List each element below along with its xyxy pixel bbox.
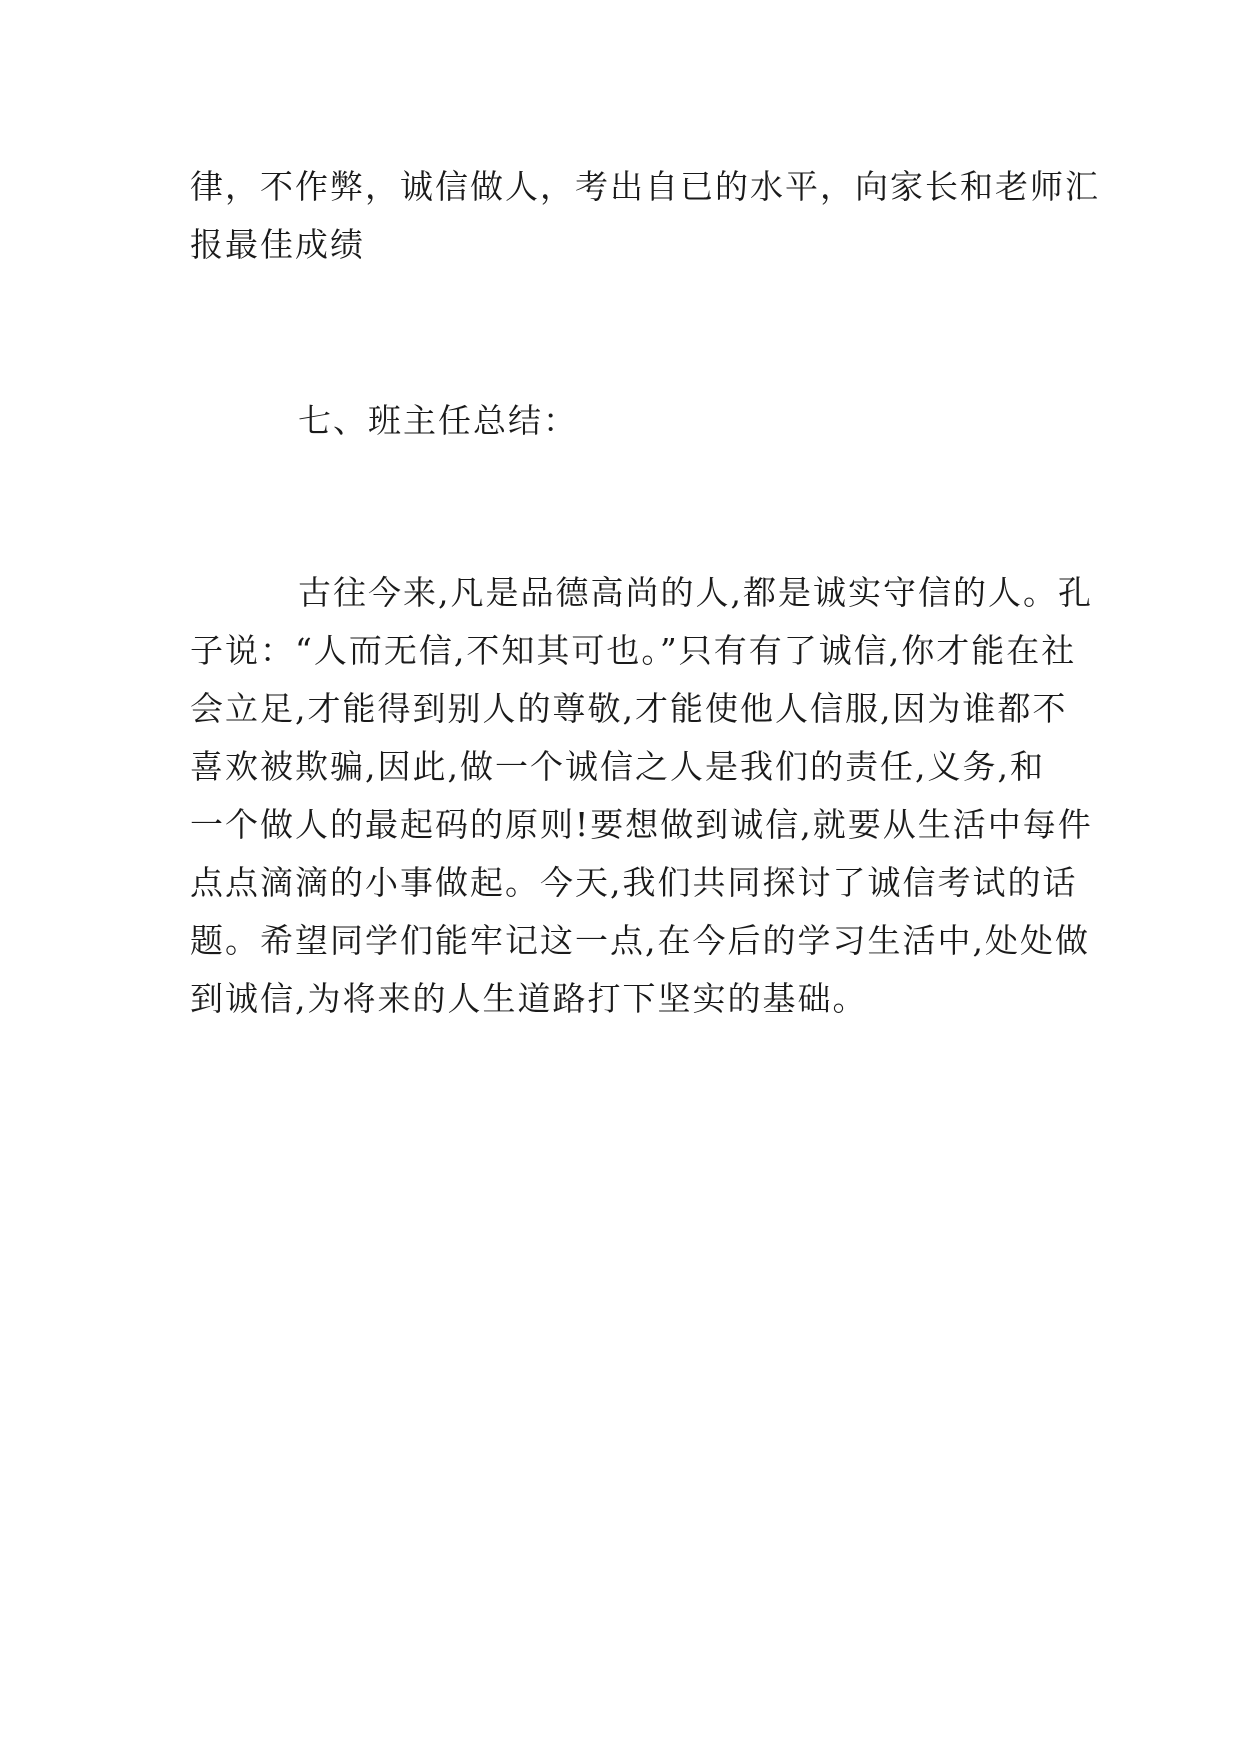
continuation-paragraph xyxy=(190,158,1100,274)
paragraph-line: 古往今来,凡是品德高尚的人,都是诚实守信的人。孔 xyxy=(298,573,1093,612)
section-heading xyxy=(190,392,1050,450)
paragraph-line: 点点滴滴的小事做起。今天,我们共同探讨了诚信考试的话 xyxy=(190,863,1078,902)
paragraph-line: 到诚信,为将来的人生道路打下坚实的基础。 xyxy=(190,979,868,1018)
paragraph-line: 喜欢被欺骗,因此,做一个诚信之人是我们的责任,义务,和 xyxy=(190,747,1045,786)
summary-paragraph xyxy=(190,564,1093,1028)
paragraph-line: 题。希望同学们能牢记这一点,在今后的学习生活中,处处做 xyxy=(190,921,1090,960)
paragraph-line: 报最佳成绩 xyxy=(190,225,365,264)
paragraph-line: 一个做人的最起码的原则!要想做到诚信,就要从生活中每件 xyxy=(190,805,1093,844)
section-heading-text: 七、班主任总结： xyxy=(298,401,578,440)
paragraph-line: 子说：“人而无信,不知其可也。”只有有了诚信,你才能在社 xyxy=(190,631,1077,670)
paragraph-line: 律，不作弊，诚信做人，考出自已的水平，向家长和老师汇 xyxy=(190,167,1100,206)
paragraph-line: 会立足,才能得到别人的尊敬,才能使他人信服,因为谁都不 xyxy=(190,689,1068,728)
